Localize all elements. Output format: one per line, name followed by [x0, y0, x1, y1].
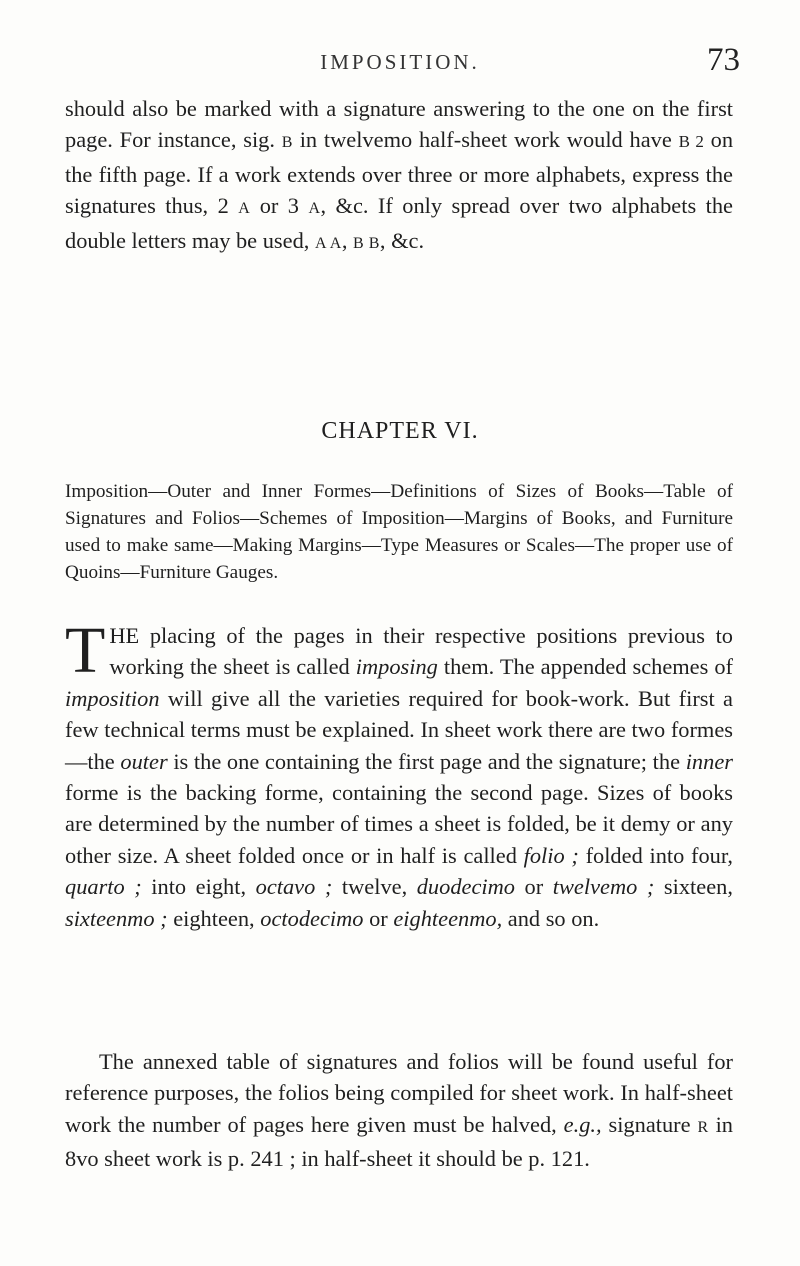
- text-run: and so on.: [507, 905, 600, 931]
- text-run: or: [369, 905, 388, 931]
- italic-term: quarto ;: [65, 874, 142, 900]
- text-run: or 3: [259, 193, 299, 219]
- italic-term: octavo ;: [255, 874, 333, 900]
- text-run: or: [524, 874, 544, 900]
- lead-in: HE: [109, 623, 140, 648]
- text-run: eighteen,: [173, 905, 255, 931]
- text-run: , &c. If only spread over two alphabets the double letters may be used,: [65, 193, 733, 253]
- text-run: in twelvemo half-sheet work would have: [299, 127, 672, 153]
- text-run: sixteen,: [663, 874, 733, 900]
- text-run: folded into four,: [585, 842, 734, 868]
- text-run: them. The appended schemes of: [443, 654, 733, 680]
- italic-term: folio ;: [523, 842, 579, 868]
- italic-term: twelvemo ;: [552, 874, 655, 900]
- italic-term: eighteenmo,: [393, 905, 503, 931]
- signature-mark: B B: [353, 234, 380, 252]
- running-title: IMPOSITION.: [320, 50, 480, 74]
- italic-term: octodecimo: [260, 905, 364, 931]
- text-run: on the fifth page. If a work extends over three or more alphabets, express the signatures thus, 2: [65, 127, 734, 219]
- continuation-paragraph: [65, 93, 733, 259]
- text-run: will give all the varieties required for book-work. But first a few technical terms must be explained. In sheet work there are two formes—the: [65, 685, 733, 774]
- signature-mark: A: [238, 200, 251, 218]
- chapter-heading: CHAPTER VI.: [321, 418, 479, 444]
- italic-term: outer: [120, 748, 168, 774]
- italic-term: imposing: [355, 654, 438, 680]
- signature-mark: R: [697, 1118, 709, 1136]
- opening-paragraph: [65, 614, 734, 934]
- running-head: [0, 44, 800, 84]
- italic-term: sixteenmo ;: [65, 905, 168, 931]
- text-run: is the one containing the first page and the signature; the: [173, 748, 681, 774]
- drop-cap: T: [65, 614, 106, 687]
- text-run: signature: [608, 1111, 691, 1137]
- text-run: in 8vo sheet work is p. 241 ; in half-sheet it should be p. 121.: [65, 1111, 733, 1172]
- text-run: placing of the pages in their respective positions previous to working the sheet is called: [109, 623, 733, 680]
- second-paragraph: [65, 1046, 733, 1175]
- italic-term: duodecimo: [416, 874, 515, 900]
- page-number: 73: [707, 42, 740, 78]
- signature-mark: A A: [314, 234, 342, 252]
- signature-mark: A: [308, 200, 321, 218]
- text-run: forme is the backing forme, containing the second page. Sizes of books are determined by the number of times a sheet is folded, be it demy or any other size. A sheet folded once or in half is called: [65, 780, 733, 868]
- text-run: twelve,: [341, 874, 408, 900]
- text-run: should also be marked with a signature answering to the one on the first page. For instance, sig.: [65, 96, 733, 153]
- text-run: ,: [341, 227, 348, 253]
- signature-mark: B 2: [678, 132, 704, 152]
- text-run: , &c.: [379, 227, 425, 253]
- italic-term: inner: [685, 748, 733, 774]
- italic-term: e.g.,: [563, 1111, 602, 1137]
- text-run: The annexed table of signatures and folios will be found useful for reference purposes, the folios being compiled for sheet work. In half-sheet work the number of pages here given must be halved,: [65, 1049, 733, 1137]
- text-run: into eight,: [151, 874, 247, 900]
- italic-term: imposition: [65, 685, 160, 711]
- signature-mark: B: [281, 134, 293, 152]
- chapter-summary: Imposition—Outer and Inner Formes—Definitions of Sizes of Books—Table of Signatures and Folios—Schemes of Imposition—Margins of Books, and Furniture used to make same—Making Margins—Type Measures or Scales—The proper use of Quoins—Furniture Gauges.: [65, 481, 733, 583]
